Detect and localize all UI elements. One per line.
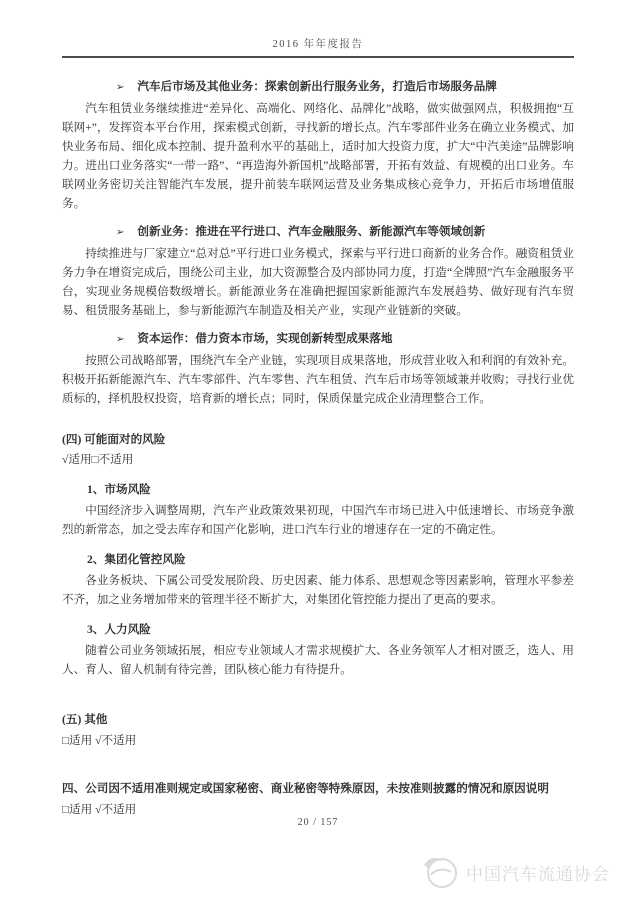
- bullet-title: 汽车后市场及其他业务：探索创新出行服务业务，打造后市场服务品牌: [137, 80, 497, 93]
- risk-item-talent: [62, 620, 574, 679]
- arrow-bullet-icon: ➢: [116, 334, 125, 345]
- bullet-paragraph: 按照公司战略部署，围绕汽车全产业链，实现项目成果落地，形成营业收入和利润的有效补充。积极开拓新能源汽车、汽车零部件、汽车零售、汽车租赁、汽车后市场等领域兼并收购；寻找行业优质标的，择机股权投资，培育新的增长点；同时，保质保量完成企业清理整合工作。: [62, 354, 574, 405]
- arrow-bullet-icon: ➢: [116, 227, 125, 238]
- four-applicability: □适用 √不适用: [62, 803, 137, 816]
- watermark: [421, 855, 610, 889]
- cada-logo-icon: [421, 855, 459, 889]
- section-four-title: 四、公司因不适用准则规定或国家秘密、商业秘密等特殊原因，未按准则披露的情况和原因说明: [62, 782, 549, 795]
- risks-applicability: √适用□不适用: [62, 453, 134, 466]
- page-number: 20 / 157: [297, 817, 339, 828]
- risk-item-group-control: [62, 550, 574, 609]
- bullet-paragraph: 汽车租赁业务继续推进“差异化、高端化、网络化、品牌化”战略，做实做强网点，积极拥抱“互联网+”，发挥资本平台作用，探索模式创新，寻找新的增长点。汽车零部件业务在确立业务模式、加快业务布局、细化成本控制、提升盈利水平的基础上，适时加大投资力度，扩大“中汽美途”品牌影响力。进出口业务落实“一带一路”、“再造海外新国机”战略部署，开拓有效益、有规模的出口业务。车联网业务密切关注智能汽车发展，提升前装车联网运营及业务集成核心竞争力，开拓后市场增值服务。: [62, 102, 574, 210]
- bullet-paragraph: 持续推进与厂家建立“总对总”平行进口业务模式，探索与平行进口商新的业务合作。融资租赁业务力争在增资完成后，围绕公司主业，加大资源整合及内部协同力度，打造“全牌照”汽车金融服务平台，实现业务规模倍数级增长。新能源业务在准确把握国家新能源汽车发展趋势、做好现有汽车贸易、租赁服务基础上，参与新能源汽车制造及相关产业，实现产业链新的突破。: [62, 247, 574, 317]
- bullet-title: 资本运作：借力资本市场，实现创新转型成果落地: [137, 332, 393, 345]
- risk-title: 3、人力风险: [87, 623, 151, 636]
- page-header: [62, 0, 574, 58]
- arrow-bullet-icon: ➢: [116, 82, 125, 93]
- risk-title: 1、市场风险: [87, 483, 151, 496]
- watermark-text: 中国汽车流通协会: [466, 864, 610, 884]
- risk-paragraph: 中国经济步入调整周期，汽车产业政策效果初现，中国汽车市场已进入中低速增长、市场竞争激烈的新常态，加之受去库存和国产化影响，进口汽车行业的增速存在一定的不确定性。: [62, 504, 574, 536]
- other-applicability: □适用 √不适用: [62, 734, 137, 747]
- risk-paragraph: 随着公司业务领域拓展，相应专业领域人才需求规模扩大、各业务领军人才相对匮乏，选人、用人、育人、留人机制有待完善，团队核心能力有待提升。: [62, 644, 574, 676]
- bullet-section-aftermarket: [62, 77, 574, 97]
- risk-paragraph: 各业务板块、下属公司受发展阶段、历史因素、能力体系、思想观念等因素影响，管理水平参差不齐，加之业务增加带来的管理半径不断扩大，对集团化管控能力提出了更高的要求。: [62, 574, 574, 606]
- risk-item-market: [62, 480, 574, 539]
- bullet-section-innovation: [62, 222, 574, 242]
- header-title: 2016 年年度报告: [272, 39, 364, 50]
- page-body: [62, 58, 574, 819]
- section-risks-title: (四) 可能面对的风险: [62, 433, 166, 446]
- bullet-section-capital: [62, 329, 574, 349]
- risk-title: 2、集团化管控风险: [87, 553, 186, 566]
- bullet-title: 创新业务：推进在平行进口、汽车金融服务、新能源汽车等领域创新: [137, 225, 486, 238]
- section-other-title: (五) 其他: [62, 713, 108, 726]
